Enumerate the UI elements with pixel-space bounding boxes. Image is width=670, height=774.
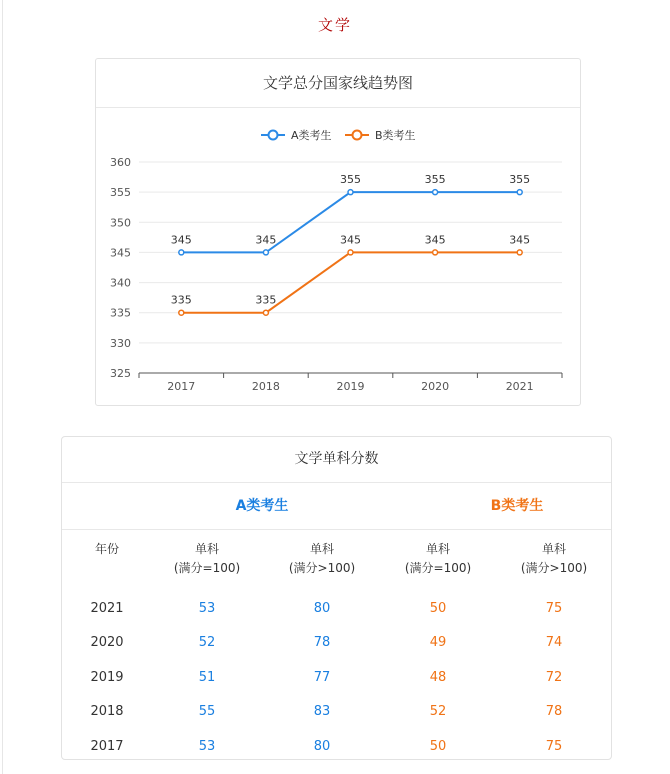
a-score-over100-cell: 77	[313, 669, 331, 685]
col-header-b1-line2: (满分=100)	[404, 561, 472, 575]
a-score-100-cell: 55	[198, 704, 216, 720]
b-score-over100-cell: 75	[545, 738, 563, 754]
data-point	[433, 250, 438, 255]
x-tick-label: 2019	[336, 380, 365, 393]
data-label: 335	[170, 293, 192, 307]
page-title: 文学	[317, 16, 352, 34]
x-tick-label: 2020	[421, 380, 450, 393]
data-point	[263, 310, 268, 315]
x-tick-label: 2021	[505, 380, 534, 393]
data-point	[517, 190, 522, 195]
year-cell: 2021	[90, 601, 124, 616]
data-label: 355	[424, 173, 446, 187]
group-b-label: B类考生	[490, 498, 544, 514]
data-point	[179, 310, 184, 315]
data-label: 345	[170, 233, 192, 247]
a-score-100-cell: 53	[198, 601, 216, 616]
left-border	[2, 0, 3, 774]
y-tick-label: 355	[110, 186, 131, 200]
data-label: 345	[340, 233, 361, 247]
y-tick-label: 360	[110, 156, 131, 169]
y-tick-label: 340	[110, 276, 131, 290]
year-cell: 2019	[90, 669, 124, 685]
col-header-a1-line1: 单科	[194, 542, 219, 556]
col-header-a1-line2: (满分=100)	[173, 561, 241, 575]
b-score-100-cell: 52	[429, 704, 447, 720]
data-point	[179, 250, 184, 255]
y-tick-label: 330	[110, 336, 131, 350]
year-cell: 2018	[90, 704, 124, 720]
a-score-over100-cell: 80	[313, 601, 331, 616]
b-score-100-cell: 50	[429, 738, 447, 754]
data-label: 335	[255, 293, 277, 307]
chart-card	[95, 58, 581, 406]
line-chart	[96, 59, 582, 407]
col-header-b1-line1: 单科	[425, 542, 450, 556]
data-point	[263, 250, 268, 255]
data-label: 345	[255, 233, 277, 247]
y-tick-label: 325	[110, 367, 131, 380]
table-row	[62, 592, 611, 626]
b-score-over100-cell: 72	[545, 669, 563, 685]
legend-marker	[353, 131, 362, 140]
data-point	[348, 250, 353, 255]
b-score-over100-cell: 75	[545, 601, 563, 616]
col-header-a2	[272, 540, 372, 578]
score-table-card	[61, 436, 612, 760]
col-header-b2-line1: 单科	[541, 542, 566, 556]
x-tick-label: 2017	[167, 380, 196, 393]
group-a-label: A类考生	[235, 498, 289, 514]
col-header-a1	[157, 540, 257, 578]
year-cell: 2017	[90, 738, 124, 754]
data-label: 345	[509, 233, 531, 247]
col-header-b1	[388, 540, 488, 578]
data-point	[433, 190, 438, 195]
legend-label: B类考生	[375, 129, 416, 142]
a-score-100-cell: 52	[198, 635, 216, 651]
b-score-100-cell: 50	[429, 601, 447, 616]
data-label: 345	[424, 233, 446, 247]
x-tick-label: 2018	[251, 380, 280, 393]
b-score-100-cell: 48	[429, 669, 447, 685]
a-score-over100-cell: 78	[313, 635, 331, 651]
group-header-row	[62, 483, 611, 530]
chart-title: 文学总分国家线趋势图	[96, 59, 580, 108]
data-point	[517, 250, 522, 255]
b-score-100-cell: 49	[429, 635, 447, 651]
b-score-over100-cell: 74	[545, 635, 563, 651]
column-header-row	[62, 530, 611, 592]
b-score-over100-cell: 78	[545, 704, 563, 720]
y-tick-label: 350	[110, 216, 131, 230]
table-row	[62, 730, 611, 764]
col-header-b2	[504, 540, 604, 578]
data-point	[348, 190, 353, 195]
table-row	[62, 626, 611, 660]
y-tick-label: 345	[110, 246, 131, 260]
col-header-a2-line1: 单科	[309, 542, 334, 556]
col-header-b2-line2: (满分>100)	[520, 561, 588, 575]
table-row	[62, 695, 611, 729]
table-title: 文学单科分数	[62, 437, 611, 483]
year-header: 年份	[94, 542, 119, 556]
table-row	[62, 661, 611, 695]
data-label: 355	[509, 173, 531, 187]
y-tick-label: 335	[110, 306, 131, 320]
a-score-over100-cell: 80	[313, 738, 331, 754]
a-score-100-cell: 51	[198, 669, 216, 685]
data-label: 355	[340, 173, 361, 187]
legend-label: A类考生	[291, 129, 332, 142]
legend-marker	[269, 131, 278, 140]
a-score-over100-cell: 83	[313, 704, 331, 720]
col-header-a2-line2: (满分>100)	[288, 561, 356, 575]
year-cell: 2020	[90, 635, 124, 651]
a-score-100-cell: 53	[198, 738, 216, 754]
